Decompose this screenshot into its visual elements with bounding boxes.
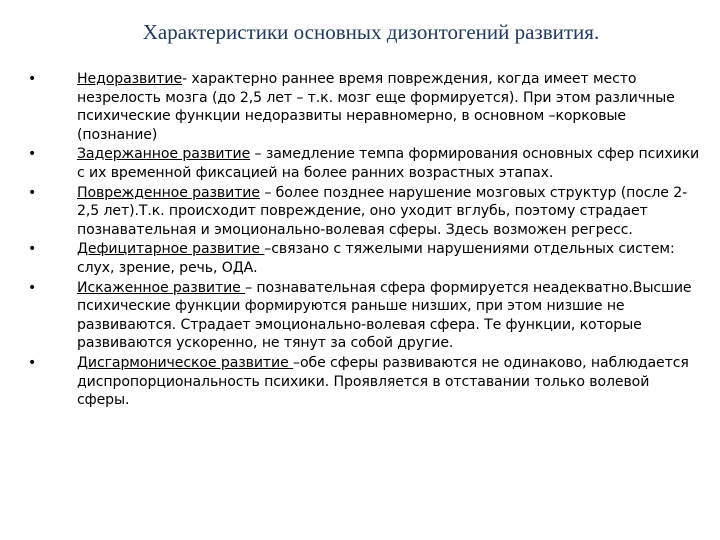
term-label: Дисгармоническое развитие: [77, 354, 294, 371]
bullet-icon: •: [28, 241, 37, 258]
list-item: [22, 240, 702, 277]
bullet-icon: •: [28, 71, 37, 87]
item-text: – замедление темпа формирования основных сфер психики с их временной фиксацией на более ранних возрастных этапах.: [77, 146, 700, 181]
list-item: [22, 184, 702, 240]
item-text: –связано с тяжелыми нарушениями отдельных систем: слух, зрение, речь, ОДА.: [77, 241, 675, 276]
item-text: – более позднее нарушение мозговых структур (после 2-2,5 лет).Т.к. происходит повреждение, оно уходит вглубь, поэтому страдает познавательная и эмоционально-волевая сферы. Здесь возможен регресс.: [77, 184, 688, 238]
bullet-icon: •: [28, 184, 37, 201]
term-label: Недоразвитие: [77, 71, 183, 87]
list-item: [22, 279, 702, 353]
item-text: – познавательная сфера формируется неадекватно.Высшие психические функции формируются раньше низших, при этом низшие не развиваются. Страдает эмоционально-волевая сфера. Те функции, которые развиваются ускоренно, не тянут за собой другие.: [77, 279, 692, 352]
list-item: [22, 145, 702, 182]
list-item: [22, 354, 702, 410]
item-text: - характерно раннее время повреждения, когда имеет место незрелость мозга (до 2,5 лет – т.к. мозг еще формируется). При этом различные психические функции недоразвиты неравномерно, в основном –корковые (познание): [77, 71, 675, 143]
term-label: Искаженное развитие: [77, 279, 246, 296]
term-label: Поврежденное развитие: [77, 184, 260, 201]
term-label: Дефицитарное развитие: [77, 241, 265, 258]
slide-title: Характеристики основных дизонтогений развития.: [142, 20, 600, 44]
bullet-icon: •: [28, 279, 37, 296]
list-item: [22, 70, 702, 144]
item-text: –обе сферы развиваются не одинаково, наблюдается диспропорциональность психики. Проявляется в отставании только волевой сферы.: [77, 354, 689, 409]
bullet-list: [22, 70, 702, 411]
bullet-icon: •: [28, 146, 37, 163]
bullet-icon: •: [28, 354, 37, 371]
term-label: Задержанное развитие: [77, 146, 251, 163]
